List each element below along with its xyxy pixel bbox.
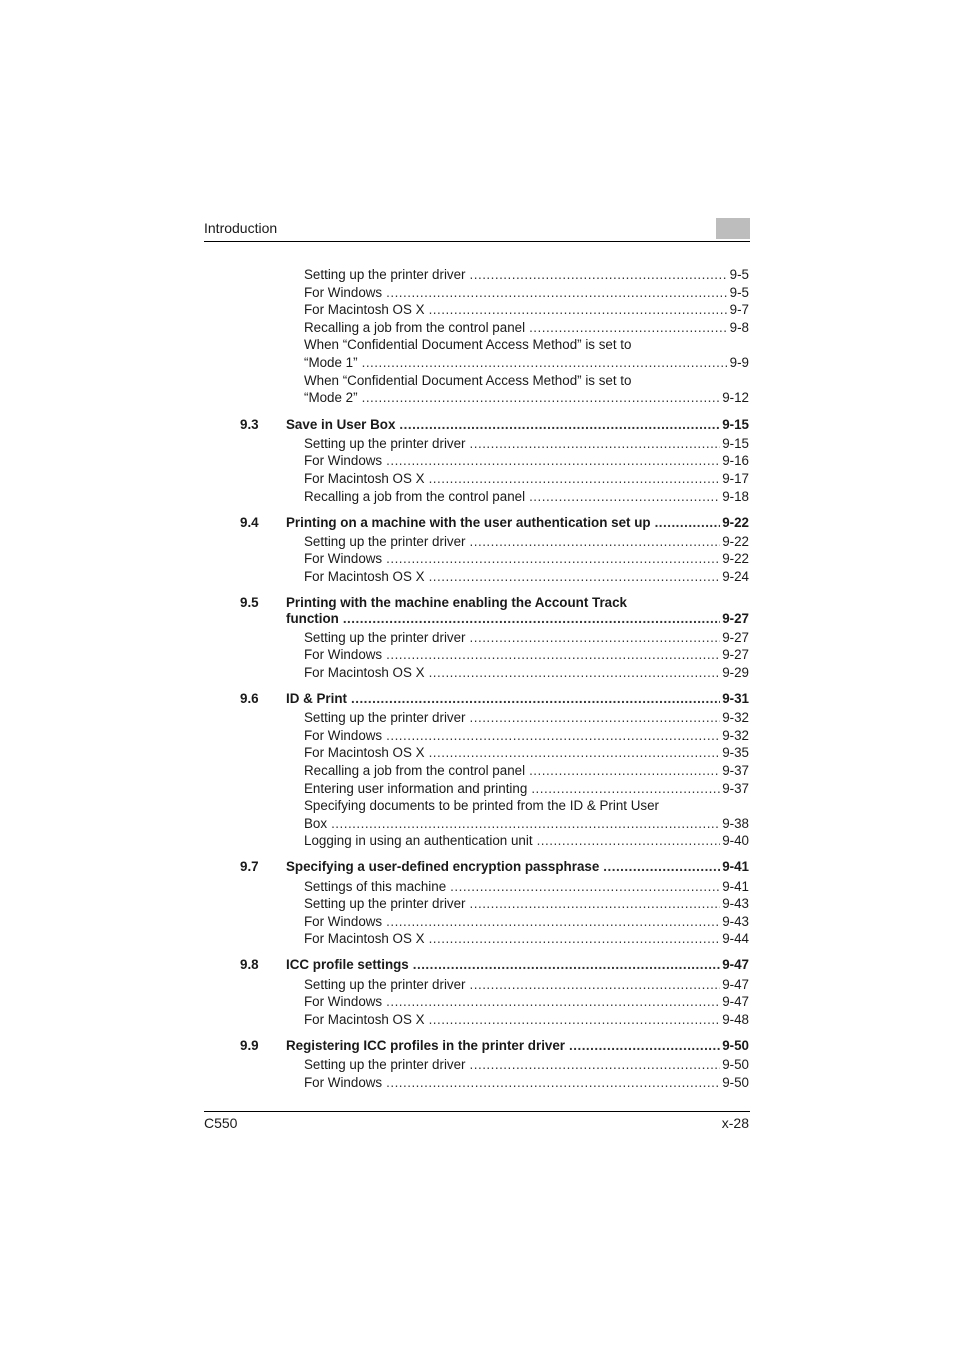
entry-label: For Windows	[304, 994, 383, 1010]
dot-leader	[531, 781, 720, 797]
entry-label: Setting up the printer driver	[304, 976, 466, 992]
entry-label: For Windows	[304, 1074, 383, 1090]
dot-leader	[537, 833, 721, 849]
toc-entry	[304, 355, 749, 371]
entry-label: Logging in using an authentication unit	[304, 833, 533, 849]
page-ref: 9-50	[722, 1074, 749, 1090]
page-ref: 9-27	[722, 610, 749, 626]
toc-entry	[304, 977, 749, 993]
section-number: 9.6	[240, 690, 259, 706]
toc-entry	[304, 551, 749, 567]
page-ref: 9-15	[722, 435, 749, 451]
dot-leader	[529, 320, 728, 336]
dot-leader	[362, 355, 728, 371]
entry-label: For Windows	[304, 551, 383, 567]
dot-leader	[470, 534, 721, 550]
page-ref: 9-48	[722, 1011, 749, 1027]
entry-label: For Windows	[304, 647, 383, 663]
section-number: 9.9	[240, 1037, 259, 1053]
entry-label: For Windows	[304, 284, 383, 300]
entry-label: Setting up the printer driver	[304, 267, 466, 282]
dot-leader	[429, 931, 721, 947]
dot-leader	[429, 569, 721, 585]
toc-entry	[304, 931, 749, 947]
entry-label: For Macintosh OS X	[304, 745, 425, 761]
toc-entry	[304, 453, 749, 469]
dot-leader	[450, 879, 720, 895]
footer-model: C550	[204, 1115, 238, 1131]
entry-label-line: When “Confidential Document Access Method” is set to	[304, 337, 632, 353]
toc-section-heading	[286, 957, 749, 973]
toc-entry	[304, 302, 749, 318]
entry-label: Setting up the printer driver	[304, 710, 466, 726]
page-ref: 9-16	[722, 453, 749, 469]
page-ref: 9-18	[722, 488, 749, 504]
toc-entry	[304, 267, 749, 283]
dot-leader	[429, 745, 721, 761]
toc-section-heading	[286, 417, 749, 433]
toc-section-heading	[286, 859, 749, 875]
page-ref: 9-27	[722, 647, 749, 663]
toc-entry	[304, 710, 749, 726]
entry-label: For Windows	[304, 727, 383, 743]
entry-label: For Macintosh OS X	[304, 664, 425, 680]
entry-label: “Mode 2”	[304, 390, 358, 406]
dot-leader	[386, 285, 728, 301]
footer-page-number: x-28	[721, 1115, 749, 1131]
toc-entry	[304, 320, 749, 336]
dot-leader	[569, 1038, 720, 1054]
page-ref: 9-37	[722, 780, 749, 796]
dot-leader	[529, 489, 720, 505]
dot-leader	[470, 1057, 721, 1073]
section-number: 9.5	[240, 595, 259, 610]
page-ref: 9-9	[729, 355, 749, 370]
section-title: Specifying a user-defined encryption passphrase	[286, 859, 600, 875]
toc-section-heading	[286, 515, 749, 531]
page-ref: 9-22	[722, 533, 749, 549]
page-ref: 9-47	[722, 994, 749, 1010]
toc-entry	[304, 896, 749, 912]
dot-leader	[386, 1075, 720, 1091]
section-number: 9.8	[240, 957, 259, 973]
page-ref: 9-41	[722, 878, 749, 894]
page-ref: 9-22	[722, 514, 749, 530]
toc-entry	[304, 489, 749, 505]
page-ref: 9-43	[722, 896, 749, 912]
page-ref: 9-8	[729, 319, 749, 335]
toc-entry	[304, 914, 749, 930]
toc-section-heading	[286, 691, 749, 707]
dot-leader	[343, 611, 720, 627]
page-ref: 9-12	[722, 390, 749, 406]
dot-leader	[399, 417, 720, 433]
section-title: ID & Print	[286, 690, 348, 706]
toc-entry	[304, 569, 749, 585]
page-ref: 9-5	[729, 267, 749, 282]
toc-entry	[304, 816, 749, 832]
page-ref: 9-22	[722, 551, 749, 567]
entry-label: For Macintosh OS X	[304, 931, 425, 947]
dot-leader	[429, 302, 728, 318]
toc-entry	[304, 763, 749, 779]
entry-label: For Macintosh OS X	[304, 302, 425, 318]
toc-entry	[304, 745, 749, 761]
toc-entry	[304, 1075, 749, 1091]
toc-entry	[304, 471, 749, 487]
entry-label: Entering user information and printing	[304, 780, 528, 796]
entry-label: Recalling a job from the control panel	[304, 319, 526, 335]
section-number: 9.7	[240, 859, 259, 875]
page-ref: 9-32	[722, 710, 749, 726]
page-ref: 9-24	[722, 569, 749, 584]
entry-label: For Windows	[304, 453, 383, 469]
section-title: function	[286, 610, 339, 626]
section-title: ICC profile settings	[286, 957, 409, 973]
dot-leader	[386, 453, 720, 469]
page-ref: 9-5	[729, 284, 749, 300]
toc-entry	[304, 728, 749, 744]
page-ref: 9-43	[722, 913, 749, 929]
section-number: 9.3	[240, 416, 259, 432]
dot-leader	[470, 977, 721, 993]
section-title: Printing on a machine with the user authentication set up	[286, 514, 651, 530]
dot-leader	[429, 665, 721, 681]
toc-entry	[304, 879, 749, 895]
dot-leader	[529, 763, 720, 779]
dot-leader	[386, 647, 720, 663]
section-title: Save in User Box	[286, 416, 396, 432]
dot-leader	[331, 816, 720, 832]
entry-label: Setting up the printer driver	[304, 533, 466, 549]
section-number: 9.4	[240, 514, 259, 530]
entry-label: Box	[304, 815, 328, 831]
dot-leader	[413, 957, 720, 973]
footer-divider	[204, 1111, 750, 1112]
toc-entry	[304, 285, 749, 301]
entry-label: Settings of this machine	[304, 878, 447, 894]
toc-entry	[304, 630, 749, 646]
page-ref: 9-41	[722, 859, 749, 875]
dot-leader	[470, 436, 721, 452]
page-ref: 9-44	[722, 931, 749, 947]
dot-leader	[655, 515, 721, 531]
entry-label: For Macintosh OS X	[304, 569, 425, 584]
entry-label: Setting up the printer driver	[304, 896, 466, 912]
dot-leader	[470, 896, 721, 912]
section-title: Registering ICC profiles in the printer driver	[286, 1037, 566, 1053]
dot-leader	[362, 390, 721, 406]
entry-label: Recalling a job from the control panel	[304, 762, 526, 778]
page-ref: 9-27	[722, 629, 749, 645]
page-ref: 9-50	[722, 1037, 749, 1053]
dot-leader	[386, 728, 720, 744]
toc-entry	[304, 833, 749, 849]
page-ref: 9-38	[722, 815, 749, 831]
entry-label: For Macintosh OS X	[304, 471, 425, 486]
page-ref: 9-7	[729, 302, 749, 318]
toc-entry	[304, 1012, 749, 1028]
page-ref: 9-50	[722, 1056, 749, 1072]
dot-leader	[470, 267, 728, 283]
toc-entry	[304, 534, 749, 550]
dot-leader	[386, 551, 720, 567]
toc-section-heading	[286, 611, 749, 627]
entry-label: “Mode 1”	[304, 355, 358, 370]
page-ref: 9-40	[722, 833, 749, 849]
toc-entry	[304, 665, 749, 681]
page-ref: 9-15	[722, 416, 749, 432]
dot-leader	[429, 471, 721, 487]
section-title-line: Printing with the machine enabling the Account Track	[286, 595, 628, 610]
toc-section-heading	[286, 1038, 749, 1054]
page-ref: 9-37	[722, 762, 749, 778]
entry-label: For Windows	[304, 913, 383, 929]
running-header-title: Introduction	[204, 220, 278, 236]
page-ref: 9-29	[722, 664, 749, 680]
page-ref: 9-31	[722, 690, 749, 706]
entry-label: Setting up the printer driver	[304, 435, 466, 451]
dot-leader	[603, 859, 720, 875]
toc-entry	[304, 781, 749, 797]
dot-leader	[351, 691, 720, 707]
entry-label-line: When “Confidential Document Access Method” is set to	[304, 372, 632, 388]
page-ref: 9-47	[722, 957, 749, 973]
toc-entry	[304, 1057, 749, 1073]
toc-entry	[304, 390, 749, 406]
toc-entry	[304, 994, 749, 1010]
dot-leader	[386, 914, 720, 930]
entry-label: Setting up the printer driver	[304, 1056, 466, 1072]
dot-leader	[470, 710, 721, 726]
toc-entry	[304, 647, 749, 663]
entry-label: Recalling a job from the control panel	[304, 488, 526, 504]
dot-leader	[429, 1012, 721, 1028]
page-ref: 9-35	[722, 745, 749, 761]
entry-label: For Macintosh OS X	[304, 1011, 425, 1027]
entry-label-line: Specifying documents to be printed from the ID & Print User	[304, 798, 660, 814]
entry-label: Setting up the printer driver	[304, 629, 466, 645]
dot-leader	[386, 994, 720, 1010]
page-ref: 9-17	[722, 471, 749, 486]
toc-entry	[304, 436, 749, 452]
page-ref: 9-47	[722, 976, 749, 992]
page-ref: 9-32	[722, 727, 749, 743]
dot-leader	[470, 630, 721, 646]
